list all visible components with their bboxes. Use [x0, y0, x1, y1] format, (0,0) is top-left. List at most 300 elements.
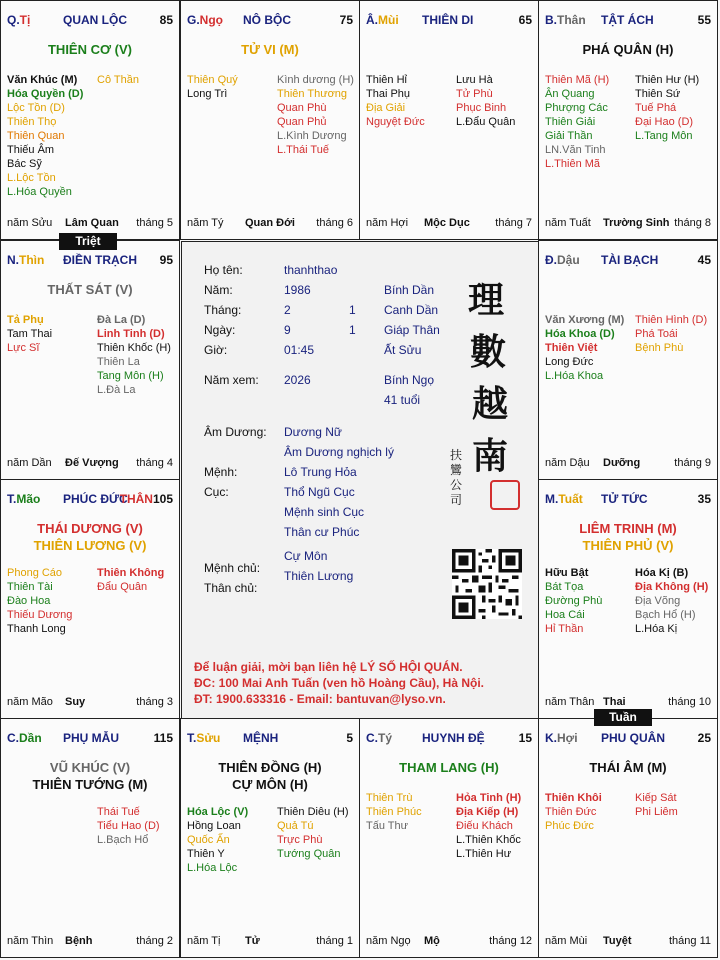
palace-footer [7, 935, 173, 949]
life-stage: Lâm Quan [65, 217, 119, 229]
view-year-label: Năm xem: [204, 373, 259, 387]
palace-name: NÔ BỘC [243, 13, 291, 27]
month-label: tháng 5 [136, 217, 173, 229]
year-label: năm Mùi [545, 935, 588, 947]
minor-star: Bạch Hổ (H) [635, 609, 696, 621]
year-label: năm Tị [187, 935, 221, 947]
palace-position [7, 731, 42, 745]
minor-star: Thiên Mã (H) [545, 74, 610, 86]
year-can-chi: Bính Dần [384, 283, 435, 297]
day-value: 9 [284, 323, 291, 337]
year-label: năm Ngọ [366, 935, 411, 947]
contact-phone-email: ĐT: 1900.633316 - Email: bantuvan@lyso.vn. [194, 692, 446, 706]
minor-star: Bát Tọa [545, 581, 584, 593]
palace-score: 55 [697, 13, 711, 27]
minor-star: L.Tang Môn [635, 130, 693, 142]
minor-star: Đà La (D) [97, 314, 146, 326]
palace-header [545, 13, 711, 29]
minor-star: Tướng Quân [277, 848, 341, 860]
minor-star: Đào Hoa [7, 595, 51, 607]
am-duong-label: Âm Dương: [204, 425, 267, 439]
palace-can: T. [7, 492, 17, 506]
main-star: CỰ MÔN (H) [232, 777, 308, 792]
minor-star: L.Bạch Hổ [97, 834, 149, 846]
minor-star: Thai Phụ [366, 88, 411, 100]
than-chu-label: Thân chủ: [204, 581, 258, 595]
life-stage: Mộc Dục [424, 217, 470, 229]
palace-position [7, 253, 44, 267]
minor-star: Tang Môn (H) [97, 370, 164, 382]
minor-star: L.Thiên Hư [456, 848, 512, 860]
palace-position [545, 731, 578, 745]
day-can-chi: Giáp Thân [384, 323, 440, 337]
minor-stars [366, 73, 532, 193]
palace-score: 5 [346, 731, 353, 745]
year-label: năm Thìn [7, 935, 54, 947]
logo-seal [490, 480, 520, 510]
minor-star: Hữu Bật [545, 567, 589, 579]
month-label: tháng 1 [316, 935, 353, 947]
palace-than[interactable] [538, 0, 718, 240]
life-stage: Thai [603, 696, 626, 708]
palace-footer [545, 217, 711, 231]
minor-star: Trực Phù [277, 834, 323, 846]
minor-star: L.Đà La [97, 384, 136, 396]
month-label: tháng 12 [489, 935, 532, 947]
palace-chi: Ngọ [199, 13, 223, 27]
minor-star: Hóa Kị (B) [635, 567, 689, 579]
main-star: THAM LANG (H) [399, 760, 499, 775]
month-label: tháng 6 [316, 217, 353, 229]
am-duong-value: Dương Nữ [284, 425, 342, 439]
palace-score: 85 [159, 13, 173, 27]
hour-can-chi: Ất Sửu [384, 343, 422, 357]
minor-star: Văn Xương (M) [545, 314, 625, 326]
minor-star: Tiểu Hao (D) [97, 820, 160, 832]
minor-star: Thiên Thương [277, 88, 348, 100]
palace-ty[interactable] [359, 718, 539, 958]
minor-star: Long Đức [545, 356, 594, 368]
life-stage: Quan Đới [245, 217, 295, 229]
minor-star: Linh Tinh (D) [97, 328, 165, 340]
palace-footer [366, 217, 532, 231]
lunar-values [349, 302, 356, 338]
minor-stars [7, 73, 173, 198]
minor-star: Ân Quang [545, 88, 595, 100]
minor-star: Thiên Việt [545, 342, 598, 354]
minor-star: Thiên Sứ [635, 88, 681, 100]
palace-score: 65 [518, 13, 532, 27]
minor-star: L.Đẩu Quân [456, 116, 516, 128]
minor-star: Thiên Hư (H) [635, 74, 700, 86]
palace-can: C. [7, 731, 19, 745]
day-lunar: 1 [349, 323, 356, 337]
main-stars [360, 759, 538, 776]
month-lunar: 1 [349, 303, 356, 317]
logo-char: 數 [470, 331, 507, 373]
minor-star: Địa Võng [635, 595, 681, 607]
minor-star: Tuế Phá [635, 102, 677, 114]
minor-stars [7, 566, 173, 686]
minor-star: Thiên Không [97, 567, 165, 579]
palace-header [7, 492, 173, 508]
minor-star: Tử Phù [456, 88, 493, 100]
minor-star: Hồng Loan [187, 820, 241, 832]
palace-chi: Thìn [19, 253, 45, 267]
minor-star: Kiếp Sát [635, 792, 677, 804]
minor-star: Thiên Khôi [545, 792, 602, 804]
main-star: THIÊN TƯỚNG (M) [32, 777, 148, 792]
year-label: năm Hợi [366, 217, 409, 229]
logo-side-text: 扶鸞公司 [450, 448, 463, 507]
year-label: năm Dần [7, 457, 52, 469]
logo-char: 越 [472, 383, 509, 425]
palace-position [366, 731, 392, 745]
palace-footer [366, 935, 532, 949]
year-label: năm Tuất [545, 217, 591, 229]
minor-star: Đẩu Quân [97, 581, 148, 593]
main-stars [1, 281, 179, 298]
hour-value: 01:45 [284, 343, 315, 357]
minor-star: Bác Sỹ [7, 158, 42, 170]
life-stage: Dưỡng [603, 457, 641, 469]
minor-star: Thanh Long [7, 623, 66, 635]
palace-footer [7, 696, 173, 710]
palace-footer [187, 217, 353, 231]
minor-star: Phong Cáo [7, 567, 63, 579]
main-stars [539, 520, 717, 554]
minor-star: LN.Văn Tinh [545, 144, 606, 156]
palace-name: QUAN LỘC [63, 13, 127, 27]
palace-header [366, 13, 532, 29]
palace-mao[interactable] [0, 479, 180, 719]
palace-footer [7, 457, 173, 471]
month-label: tháng 8 [674, 217, 711, 229]
minor-stars [187, 73, 353, 193]
minor-star: Tam Thai [7, 328, 53, 340]
palace-can: N. [7, 253, 19, 267]
palace-position [7, 13, 30, 27]
minor-star: Kình dương (H) [277, 74, 354, 86]
minor-star: Thiên Hình (D) [635, 314, 708, 326]
palace-suu[interactable] [180, 718, 360, 958]
life-stage: Bệnh [65, 935, 93, 947]
palace-position [187, 731, 220, 745]
year-label: Năm: [204, 283, 233, 297]
palace-name: PHỤ MẪU [63, 731, 119, 745]
year-value: 1986 [284, 283, 311, 297]
than-chu-value: Thiên Lương [284, 569, 354, 583]
palace-can: Q. [7, 13, 20, 27]
contact-address: ĐC: 100 Mai Anh Tuấn (ven hồ Hoàng Cầu), Hà Nội. [194, 676, 485, 690]
minor-star: Địa Giải [366, 102, 406, 114]
palace-score: 25 [697, 731, 711, 745]
logo-char: 理 [468, 279, 505, 321]
minor-star: Hóa Khoa (D) [545, 328, 615, 340]
palace-header [187, 13, 353, 29]
minor-stars [7, 313, 173, 433]
palace-can: G. [187, 13, 200, 27]
month-label: tháng 11 [668, 935, 711, 947]
palace-score: 75 [339, 13, 353, 27]
palace-name: HUYNH ĐỆ [422, 731, 485, 745]
minor-star: Quốc Ấn [187, 834, 230, 846]
palace-score: 35 [697, 492, 711, 506]
palace-can: Đ. [545, 253, 557, 267]
minor-star: Lộc Tồn (D) [7, 102, 65, 114]
palace-position [545, 492, 583, 506]
palace-score: 45 [697, 253, 711, 267]
minor-stars [187, 805, 353, 925]
logo [450, 272, 530, 532]
main-stars [1, 520, 179, 554]
name-value: thanhthao [284, 263, 338, 277]
minor-star: L.Thiên Khốc [456, 834, 521, 846]
minor-star: Lưu Hà [456, 74, 493, 86]
main-star: THIÊN CƠ (V) [47, 42, 133, 57]
minor-star: L.Hóa Khoa [545, 370, 604, 382]
palace-footer [545, 696, 711, 710]
main-star: THÁI DƯƠNG (V) [37, 521, 143, 536]
minor-star: Thiên Y [187, 848, 225, 860]
palace-position [7, 492, 40, 506]
main-stars [181, 759, 359, 793]
hour-label: Giờ: [204, 343, 228, 357]
contact-line: Để luận giải, mời bạn liên hệ LÝ SỐ HỘI QUÁN. [194, 660, 463, 674]
palace-header [545, 253, 711, 269]
palace-ngo[interactable] [180, 0, 360, 240]
minor-star: Thiên Diêu (H) [277, 806, 349, 818]
palace-can: T. [187, 731, 197, 745]
minor-star: Bệnh Phù [635, 342, 684, 354]
minor-star: Thiếu Âm [7, 144, 55, 156]
name-label: Họ tên: [204, 263, 243, 277]
minor-star: Long Trì [187, 88, 228, 100]
minor-star: Hỏa Tinh (H) [456, 792, 522, 804]
minor-star: Hoa Cái [545, 609, 585, 621]
minor-star: Thiên Đức [545, 806, 597, 818]
minor-stars [545, 791, 711, 911]
month-value: 2 [284, 303, 291, 317]
minor-star: Thiếu Dương [7, 609, 73, 621]
minor-star: Quả Tú [277, 820, 314, 832]
main-star: VŨ KHÚC (V) [49, 760, 131, 775]
year-label: năm Sửu [7, 217, 53, 229]
minor-star: L.Lộc Tồn [7, 172, 56, 184]
view-year-value: 2026 [284, 373, 311, 387]
palace-dan[interactable] [0, 718, 180, 958]
palace-position [545, 253, 580, 267]
minor-star: L.Hóa Kị [635, 623, 678, 635]
minor-star: Hóa Quyền (D) [7, 88, 84, 100]
palace-header [7, 253, 173, 269]
life-stage: Trường Sinh [603, 217, 670, 229]
palace-chi: Mùi [378, 13, 399, 27]
minor-star: Thiên Quý [187, 74, 238, 86]
life-stage: Đế Vượng [65, 457, 119, 469]
main-star: LIÊM TRINH (M) [579, 521, 677, 536]
minor-star: Địa Kiếp (H) [456, 806, 519, 818]
month-label: tháng 3 [136, 696, 173, 708]
minor-star: Tấu Thư [366, 820, 409, 832]
minor-star: Quan Phù [277, 102, 327, 114]
palace-header [187, 731, 353, 747]
year-label: năm Thân [545, 696, 595, 708]
minor-star: Văn Khúc (M) [7, 74, 78, 86]
minor-star: Quan Phủ [277, 116, 327, 128]
minor-star: Cô Thần [97, 74, 139, 86]
minor-star: Phục Binh [456, 102, 507, 114]
info-values [284, 262, 337, 388]
year-label: năm Tý [187, 217, 224, 229]
menh-label: Mệnh: [204, 465, 238, 479]
life-stage: Tuyệt [603, 935, 632, 947]
palace-can: M. [545, 492, 559, 506]
palace-chi: Thân [557, 13, 586, 27]
palace-name: TẬT ÁCH [601, 13, 654, 27]
minor-star: Phúc Đức [545, 820, 594, 832]
minor-star: Đường Phù [545, 595, 603, 607]
palace-header [366, 731, 532, 747]
palace-can: C. [366, 731, 378, 745]
palace-name: MỆNH [243, 731, 279, 745]
minor-star: Thiên Thọ [7, 116, 57, 128]
month-label: tháng 9 [674, 457, 711, 469]
main-star: THIÊN ĐỒNG (H) [218, 760, 322, 775]
palace-score: 95 [159, 253, 173, 267]
minor-star: Thiên Hỉ [366, 74, 407, 86]
palace-mui[interactable] [359, 0, 539, 240]
minor-star: Phi Liêm [635, 806, 678, 818]
minor-stars [545, 73, 711, 193]
palace-hoi[interactable] [538, 718, 718, 958]
main-star: THÁI ÂM (M) [589, 760, 667, 775]
minor-star: Phá Toái [635, 328, 678, 340]
palace-footer [187, 935, 353, 949]
minor-stars [545, 566, 711, 686]
minor-star: Điếu Khách [456, 820, 513, 832]
minor-star: Thiên Trù [366, 792, 413, 804]
minor-stars [366, 791, 532, 911]
palace-chi: Tị [19, 13, 31, 27]
month-label: tháng 10 [668, 696, 711, 708]
minor-star: Thiên Tài [7, 581, 53, 593]
palace-header [7, 731, 173, 747]
palace-header [545, 492, 711, 508]
year-label: năm Dậu [545, 457, 590, 469]
palace-chi: Tuất [558, 492, 583, 506]
minor-star: L.Hóa Lộc [187, 862, 238, 874]
minor-star: L.Hóa Quyền [7, 186, 72, 198]
year-label: năm Mão [7, 696, 53, 708]
life-stage: Mộ [424, 935, 440, 947]
minor-star: Thiên Quan [7, 130, 65, 142]
minor-star: Địa Không (H) [635, 581, 709, 593]
palace-position [545, 13, 586, 27]
can-chi-values [384, 282, 440, 408]
palace-ti[interactable] [0, 0, 180, 240]
palace-footer [545, 935, 711, 949]
cuc-value: Thổ Ngũ Cục [284, 485, 355, 499]
palace-name: TỬ TỨC [601, 492, 648, 506]
detail-labels [204, 424, 267, 596]
month-label: tháng 2 [136, 935, 173, 947]
palace-position [366, 13, 399, 27]
month-can-chi: Canh Dần [384, 303, 439, 317]
minor-star: Thiên Phúc [366, 806, 422, 818]
minor-star: Lực Sĩ [7, 342, 40, 354]
palace-footer [545, 457, 711, 471]
life-stage: Suy [65, 696, 86, 708]
tuan-tag: Tuần [594, 709, 652, 726]
center-info-panel [181, 241, 539, 719]
age: 41 tuổi [384, 393, 421, 407]
month-label: tháng 7 [495, 217, 532, 229]
palace-can: K. [545, 731, 557, 745]
palace-header [545, 731, 711, 747]
palace-name: PHU QUÂN [601, 731, 666, 745]
palace-dau[interactable] [538, 240, 718, 480]
main-stars [539, 759, 717, 776]
info-labels [204, 262, 259, 388]
palace-header [7, 13, 173, 29]
palace-can: B. [545, 13, 557, 27]
am-duong-note: Âm Dương nghịch lý [284, 445, 394, 459]
detail-values [284, 424, 394, 584]
palace-thin[interactable] [0, 240, 180, 480]
view-year-can-chi: Bính Ngọ [384, 373, 435, 387]
cuc-label: Cục: [204, 485, 229, 499]
minor-stars [545, 313, 711, 433]
palace-name: PHÚC ĐỨC [63, 492, 128, 506]
day-label: Ngày: [204, 323, 236, 337]
palace-chi: Mão [16, 492, 41, 506]
minor-star: L.Kình Dương [277, 130, 347, 142]
main-stars [1, 41, 179, 58]
minor-star: Thiên La [97, 356, 140, 368]
palace-footer [7, 217, 173, 231]
palace-score: 115 [153, 731, 173, 745]
main-stars [1, 759, 179, 793]
palace-chi: Hợi [557, 731, 578, 745]
palace-name: THIÊN DI [422, 13, 474, 27]
menh-chu-label: Mệnh chủ: [204, 561, 261, 575]
palace-position [187, 13, 223, 27]
palace-chi: Sửu [196, 731, 221, 745]
menh-value: Lô Trung Hỏa [284, 465, 357, 479]
life-stage: Tử [245, 935, 260, 947]
palace-name: ĐIỀN TRẠCH [63, 253, 137, 267]
minor-star: Đại Hao (D) [635, 116, 694, 128]
cuc-note: Mệnh sinh Cục [284, 505, 365, 519]
minor-stars [7, 805, 173, 925]
minor-star: L.Thiên Mã [545, 158, 601, 170]
minor-star: Hỉ Thần [545, 623, 584, 635]
logo-char: 南 [472, 435, 509, 477]
palace-chi: Dần [19, 731, 42, 745]
palace-chi: Tý [378, 731, 393, 745]
palace-chi: Dậu [557, 253, 580, 267]
triet-tag: Triệt [59, 233, 117, 250]
than-cu-note: Thân cư Phúc [284, 525, 360, 539]
palace-tuat[interactable] [538, 479, 718, 719]
main-star: THIÊN LƯƠNG (V) [33, 538, 147, 553]
minor-star: Giải Thần [545, 130, 593, 142]
month-label: Tháng: [204, 303, 242, 317]
minor-star: Thiên Giải [545, 116, 596, 128]
month-label: tháng 4 [136, 457, 173, 469]
main-stars [181, 41, 359, 58]
